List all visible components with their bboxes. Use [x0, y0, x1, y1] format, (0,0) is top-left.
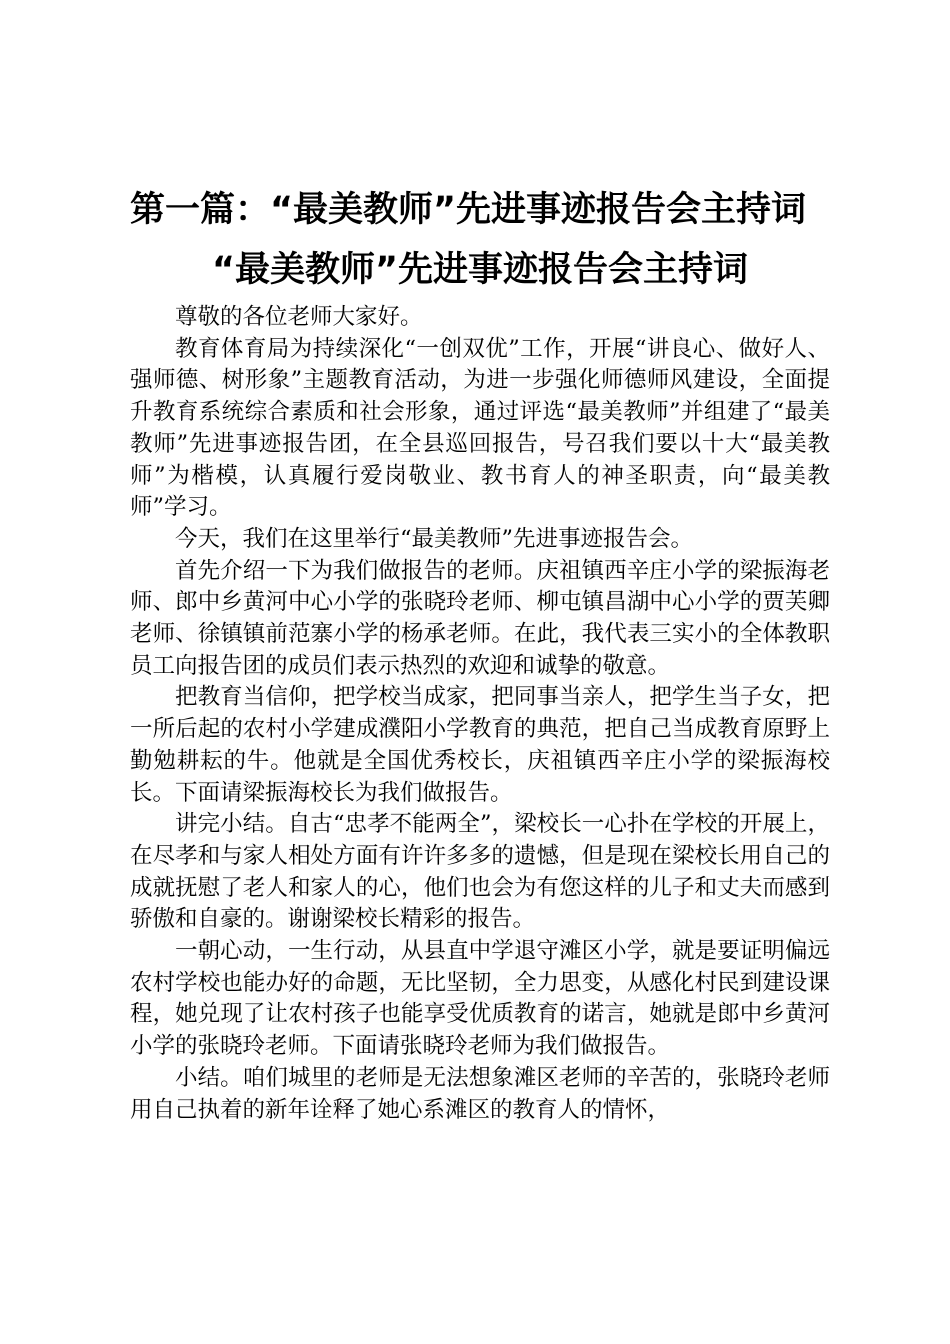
- paragraph-background: 教育体育局为持续深化“一创双优”工作，开展“讲良心、做好人、强师德、树形象”主题教育活动，为进一步强化师德师风建设，全面提升教育系统综合素质和社会形象，通过评选“最美教师”并组建了“最美教师”先进事迹报告团，在全县巡回报告，号召我们要以十大“最美教师”为楷模，认真履行爱岗敬业、教书育人的神圣职责，向“最美教师”学习。: [130, 335, 830, 521]
- paragraph-introduction: 首先介绍一下为我们做报告的老师。庆祖镇西辛庄小学的梁振海老师、郎中乡黄河中心小学的张晓玲老师、柳屯镇昌湖中心小学的贾芙卿老师、徐镇镇前范寨小学的杨承老师。在此，我代表三实小的全体教职员工向报告团的成员们表示热烈的欢迎和诚挚的敬意。: [130, 557, 830, 679]
- paragraph-zhang-intro: 一朝心动，一生行动，从县直中学退守滩区小学，就是要证明偏远农村学校也能办好的命题，无比坚韧，全力思变，从感化村民到建设课程，她兑现了让农村孩子也能享受优质教育的诺言，她就是郎中乡黄河小学的张晓玲老师。下面请张晓玲老师为我们做报告。: [130, 938, 830, 1060]
- paragraph-today: 今天，我们在这里举行“最美教师”先进事迹报告会。: [175, 525, 694, 552]
- document-title: 第一篇：“最美教师”先进事迹报告会主持词: [130, 190, 807, 230]
- paragraph-greeting: 尊敬的各位老师大家好。: [175, 304, 423, 330]
- document-body: [130, 302, 830, 1126]
- paragraph-zhang-summary: 小结。咱们城里的老师是无法想象滩区老师的辛苦的，张晓玲老师用自己执着的新年诠释了她心系滩区的教育人的情怀，: [130, 1064, 830, 1123]
- paragraph-liang-intro: 把教育当信仰，把学校当成家，把同事当亲人，把学生当子女，把一所后起的农村小学建成濮阳小学教育的典范，把自己当成教育原野上勤勉耕耘的牛。他就是全国优秀校长，庆祖镇西辛庄小学的梁振海校长。下面请梁振海校长为我们做报告。: [130, 684, 830, 806]
- document-subtitle: “最美教师”先进事迹报告会主持词: [211, 250, 748, 290]
- document-page: [130, 188, 830, 1126]
- paragraph-liang-summary: 讲完小结。自古“忠孝不能两全”，梁校长一心扑在学校的开展上，在尽孝和与家人相处方面有许许多多的遗憾，但是现在梁校长用自己的成就抚慰了老人和家人的心，他们也会为有您这样的儿子和丈夫而感到骄傲和自豪的。谢谢梁校长精彩的报告。: [130, 811, 830, 933]
